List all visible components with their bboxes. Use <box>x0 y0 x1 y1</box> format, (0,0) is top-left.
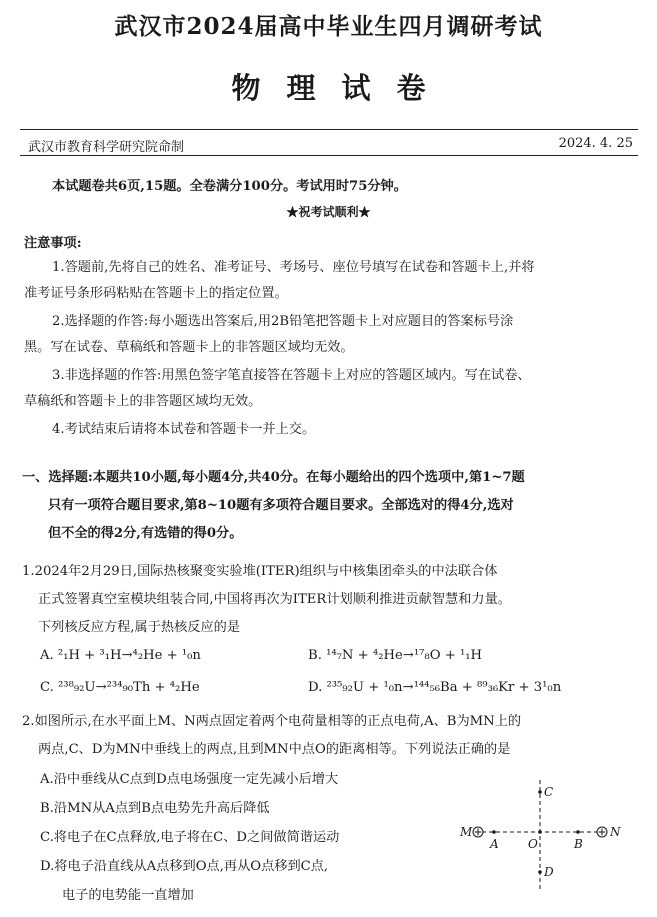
q2-line-2: 两点,C、D为MN中垂线上的两点,且到MN中点O的距离相等。下列说法正确的是 <box>38 742 511 757</box>
paper-subtitle: 物理试卷 <box>231 71 452 105</box>
q2-option-b: B.沿MN从A点到B点电势先升高后降低 <box>40 801 270 816</box>
label-d: D <box>544 865 554 879</box>
section1-line-3: 但不全的得2分,有选错的得0分。 <box>48 526 243 541</box>
label-o: O <box>528 837 538 851</box>
q1-option-b: B. ¹⁴₇N + ⁴₂He→¹⁷₈O + ¹₁H <box>308 648 483 663</box>
q2-option-c: C.将电子在C点释放,电子将在C、D之间做简谐运动 <box>40 830 340 845</box>
note-4-line-1: 4.考试结束后请将本试卷和答题卡一并上交。 <box>52 422 316 437</box>
charge-diagram <box>452 770 632 900</box>
issuer: 武汉市教育科学研究院命制 <box>28 140 185 155</box>
charge-m-icon <box>473 827 483 837</box>
q1-line-1: 1.2024年2月29日,国际热核聚变实验堆(ITER)组织与中核集团牵头的中法联合体 <box>22 564 498 579</box>
notes-title: 注意事项: <box>24 236 82 251</box>
q2-line-1: 2.如图所示,在水平面上M、N两点固定着两个电荷量相等的正点电荷,A、B为MN上的 <box>22 714 522 729</box>
point-b <box>576 830 580 834</box>
q1-line-3: 下列核反应方程,属于热核反应的是 <box>38 620 241 635</box>
good-luck-wish: ★祝考试顺利★ <box>286 205 371 219</box>
charge-n-icon <box>597 827 607 837</box>
note-1-line-1: 1.答题前,先将自己的姓名、准考证号、考场号、座位号填写在试卷和答题卡上,并将 <box>52 260 535 275</box>
q2-option-d-line-1: D.将电子沿直线从A点移到O点,再从O点移到C点, <box>40 859 329 874</box>
label-m: M <box>460 825 473 839</box>
q1-option-d: D. ²³⁵₉₂U + ¹₀n→¹⁴⁴₅₆Ba + ⁸⁹₃₆Kr + 3¹₀n <box>308 680 562 695</box>
header-divider-2 <box>20 155 638 156</box>
q1-line-2: 正式签署真空室模块组装合同,中国将再次为ITER计划顺利推进贡献智慧和力量。 <box>38 592 511 607</box>
note-3-line-1: 3.非选择题的作答:用黑色签字笔直接答在答题卡上对应的答题区域内。写在试卷、 <box>52 368 531 383</box>
label-b: B <box>574 837 583 851</box>
label-a: A <box>490 837 499 851</box>
q2-option-a: A.沿中垂线从C点到D点电场强度一定先减小后增大 <box>40 772 339 787</box>
section1-line-2: 只有一项符合题目要求,第8~10题有多项符合题目要求。全部选对的得4分,选对 <box>48 498 514 513</box>
label-c: C <box>544 785 554 799</box>
exam-title: 武汉市2024届高中毕业生四月调研考试 <box>114 13 543 40</box>
q1-option-c: C. ²³⁸₉₂U→²³⁴₉₀Th + ⁴₂He <box>40 680 200 695</box>
note-2-line-2: 黑。写在试卷、草稿纸和答题卡上的非答题区域均无效。 <box>24 340 354 355</box>
q2-option-d-line-2: 电子的电势能一直增加 <box>62 888 194 903</box>
section1-line-1: 一、选择题:本题共10小题,每小题4分,共40分。在每小题给出的四个选项中,第1~7题 <box>22 470 525 485</box>
note-1-line-2: 准考证号条形码粘贴在答题卡上的指定位置。 <box>24 286 288 301</box>
point-a <box>492 830 496 834</box>
q1-option-a: A. ²₁H + ³₁H→⁴₂He + ¹₀n <box>40 648 201 663</box>
exam-summary: 本试题卷共6页,15题。全卷满分100分。考试用时75分钟。 <box>52 179 407 194</box>
header-divider <box>20 129 638 130</box>
point-d <box>538 870 542 874</box>
note-3-line-2: 草稿纸和答题卡上的非答题区域均无效。 <box>24 394 262 409</box>
note-2-line-1: 2.选择题的作答:每小题选出答案后,用2B铅笔把答题卡上对应题目的答案标号涂 <box>52 314 514 329</box>
label-n: N <box>610 825 621 839</box>
point-c <box>538 790 542 794</box>
point-o <box>538 830 542 834</box>
exam-date: 2024. 4. 25 <box>558 136 633 151</box>
